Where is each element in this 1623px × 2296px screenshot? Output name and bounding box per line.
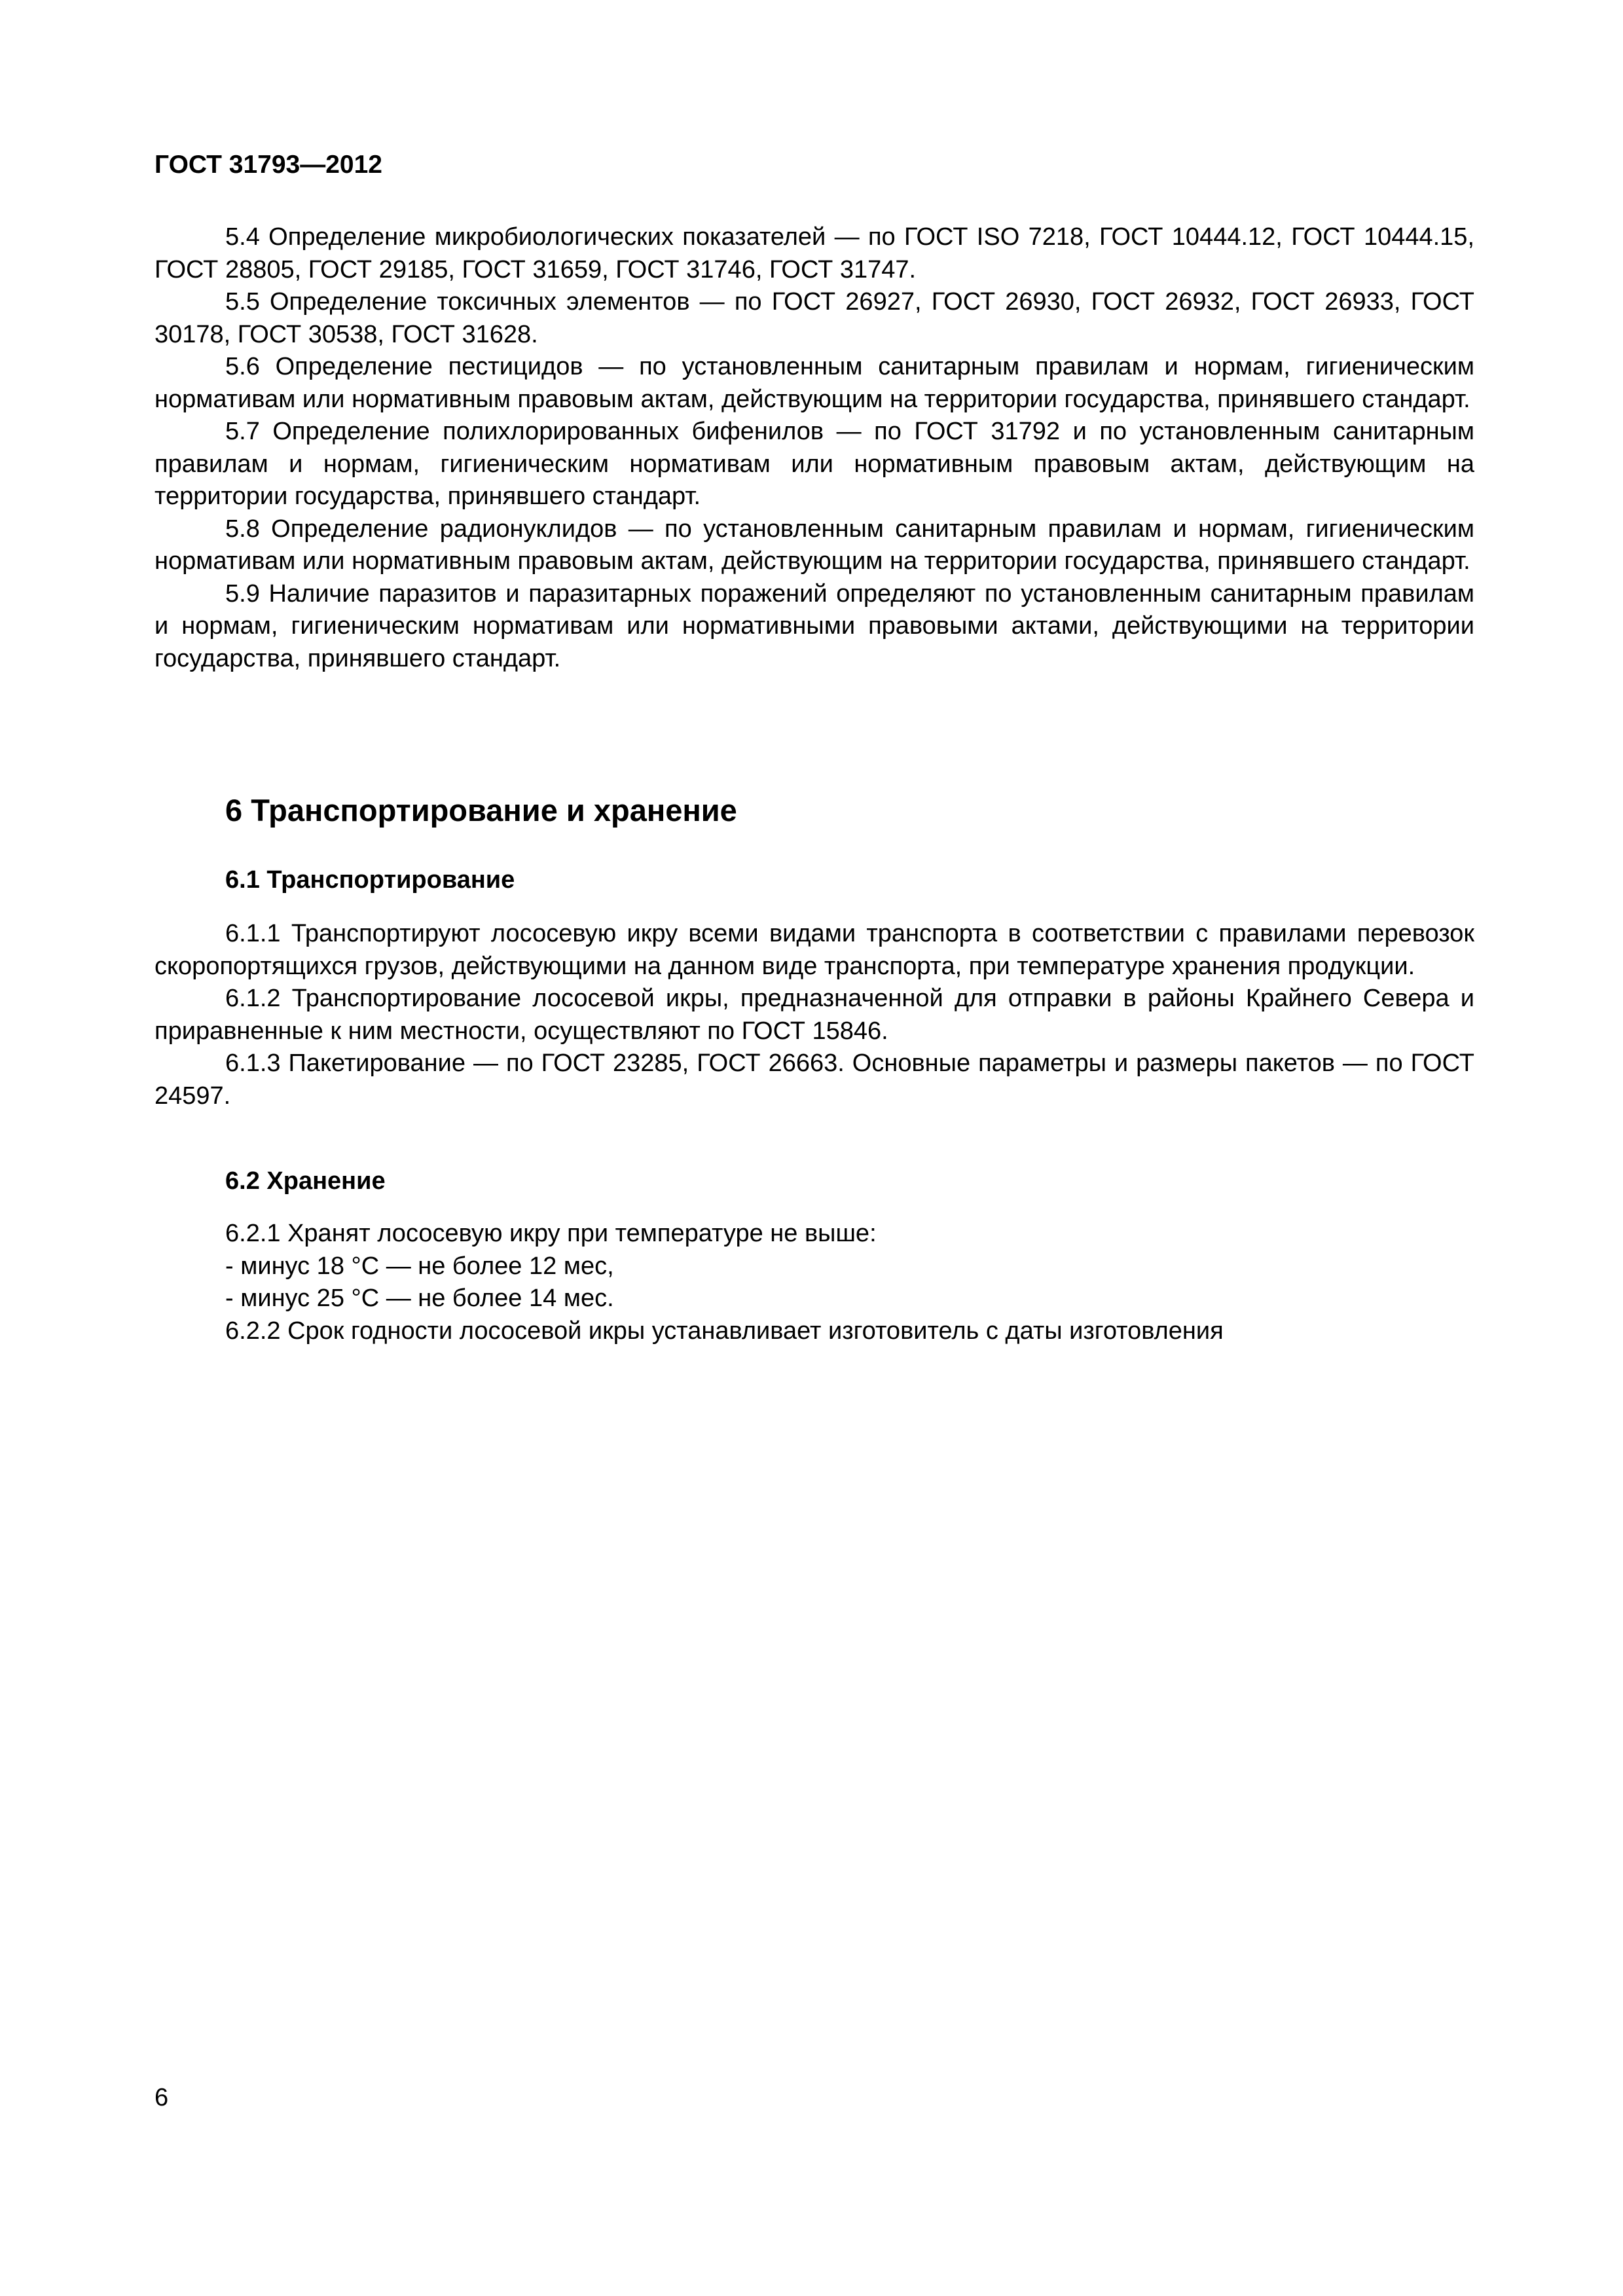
paragraph-6-1-3: 6.1.3 Пакетирование — по ГОСТ 23285, ГОСТ 26663. Основные параметры и размеры пакетов — по ГОСТ 24597. (155, 1049, 1474, 1110)
section-6-heading: 6 Транспортирование и хранение (225, 793, 737, 828)
paragraph-5-5: 5.5 Определение токсичных элементов — по ГОСТ 26927, ГОСТ 26930, ГОСТ 26932, ГОСТ 26933, ГОСТ 30178, ГОСТ 30538, ГОСТ 31628. (155, 288, 1474, 348)
paragraph-5-8: 5.8 Определение радионуклидов — по установленным санитарным правилам и нормам, гигиеническим нормативам или нормативным правовым актам, действующим на территории государства, принявшего стандарт. (155, 515, 1474, 575)
section-6-1-paragraphs (155, 918, 1474, 1112)
paragraph-6-2-1: 6.2.1 Хранят лососевую икру при температуре не выше: (225, 1220, 877, 1247)
storage-condition-item: - минус 25 °С — не более 14 мес. (225, 1285, 614, 1312)
section-6-2-paragraphs (155, 1218, 1474, 1347)
paragraph-5-4: 5.4 Определение микробиологических показателей — по ГОСТ ISO 7218, ГОСТ 10444.12, ГОСТ 10444.15, ГОСТ 28805, ГОСТ 29185, ГОСТ 31659, ГОСТ 31746, ГОСТ 31747. (155, 223, 1474, 283)
storage-condition-item: - минус 18 °С — не более 12 мес, (225, 1252, 614, 1280)
document-code-header: ГОСТ 31793—2012 (155, 151, 382, 179)
subsection-6-1-heading: 6.1 Транспортирование (225, 866, 515, 894)
paragraph-6-1-1: 6.1.1 Транспортируют лососевую икру всеми видами транспорта в соответствии с правилами перевозок скоропортящихся грузов, действующими на данном виде транспорта, при температуре хранения продукции. (155, 920, 1474, 980)
page-number: 6 (155, 2084, 169, 2111)
paragraph-5-6: 5.6 Определение пестицидов — по установленным санитарным правилам и нормам, гигиеническим нормативам или нормативным правовым актам, действующим на территории государства, принявшего стандарт. (155, 353, 1474, 413)
paragraph-6-2-2: 6.2.2 Срок годности лососевой икры устанавливает изготовитель с даты изготовления (225, 1317, 1224, 1345)
paragraph-5-9: 5.9 Наличие паразитов и паразитарных поражений определяют по установленным санитарным правилам и нормам, гигиеническим нормативам или нормативными правовыми актами, действующими на территории государства, принявшего стандарт. (155, 579, 1474, 672)
paragraph-6-1-2: 6.1.2 Транспортирование лососевой икры, предназначенной для отправки в районы Крайнего Севера и приравненные к ним местности, осуществляют по ГОСТ 15846. (155, 985, 1474, 1045)
paragraph-5-7: 5.7 Определение полихлорированных бифенилов — по ГОСТ 31792 и по установленным санитарным правилам и нормам, гигиеническим нормативам или нормативным правовым актам, действующим на территории государства, принявшего стандарт. (155, 418, 1474, 510)
subsection-6-2-heading: 6.2 Хранение (225, 1167, 386, 1195)
section-5-paragraphs (155, 221, 1474, 675)
